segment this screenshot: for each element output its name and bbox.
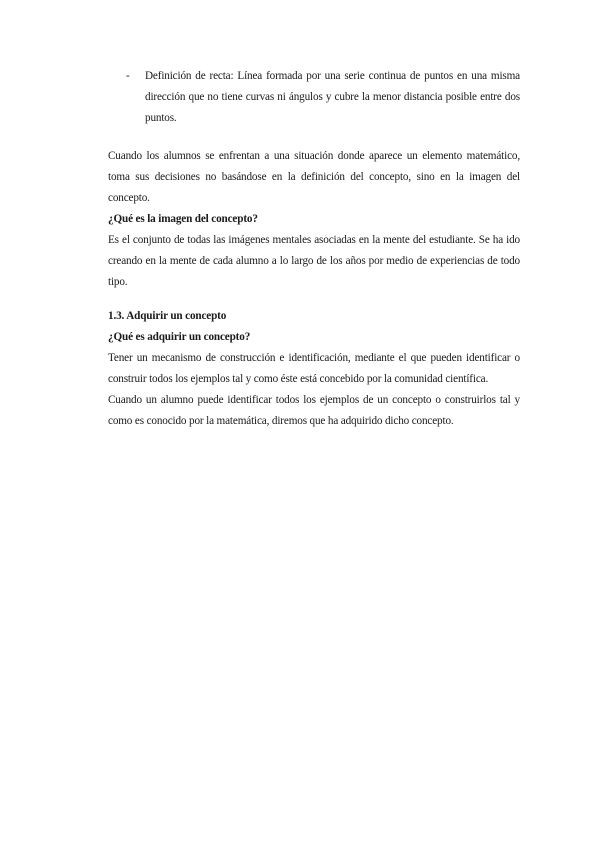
paragraph-acquire-conclusion: Cuando un alumno puede identificar todos los ejemplos de un concepto o construirlos tal y como es conocido por la matemática, diremos que ha adquirido dicho concepto. (108, 394, 520, 427)
spacer (108, 129, 520, 146)
bullet-marker: - (126, 70, 130, 82)
document-body (108, 66, 520, 432)
paragraph-concept-image-intro: Cuando los alumnos se enfrentan a una situación donde aparece un elemento matemático, toma sus decisiones no basándose en la definición del concepto, sino en la imagen del concepto. (108, 150, 520, 204)
paragraph-acquire-definition: Tener un mecanismo de construcción e identificación, mediante el que pueden identificar o construir todos los ejemplos tal y como éste está concebido por la comunidad científica. (108, 352, 520, 385)
paragraph-concept-image-definition: Es el conjunto de todas las imágenes mentales asociadas en la mente del estudiante. Se ha ido creando en la mente de cada alumno a lo largo de los años por medio de experiencias de todo tipo. (108, 234, 520, 288)
spacer (108, 293, 520, 306)
question-acquire-concept: ¿Qué es adquirir un concepto? (108, 331, 251, 343)
definition-bullet (126, 66, 520, 129)
bullet-text: Definición de recta: Línea formada por una serie continua de puntos en una misma dirección que no tiene curvas ni ángulos y cubre la menor distancia posible entre dos puntos. (145, 70, 520, 124)
question-concept-image: ¿Qué es la imagen del concepto? (108, 213, 258, 225)
section-heading: 1.3. Adquirir un concepto (108, 310, 227, 322)
